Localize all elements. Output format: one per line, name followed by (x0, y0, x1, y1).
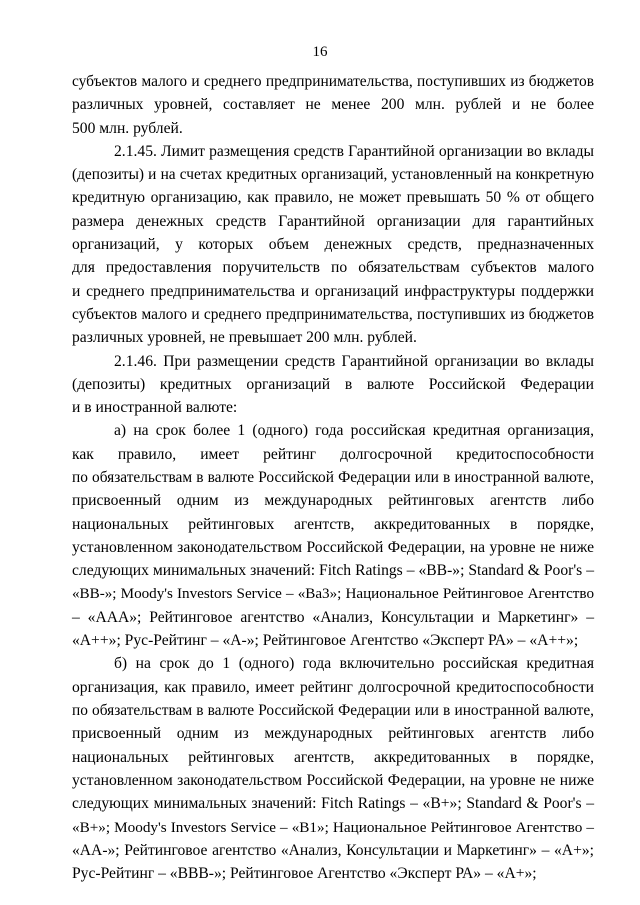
text-line: «A++»; Рус-Рейтинг – «A-»; Рейтинговое Агентство «Эксперт РА» – «A++»; (72, 632, 579, 650)
text-line: следующих минимальных значений: Fitch Ratings – «B+»; Standard & Poor's – (72, 795, 594, 813)
text-line: и среднего предпринимательства и организаций инфраструктуры поддержки (72, 282, 594, 300)
text-line: кредитную организацию, как правило, не может превышать 50 % от общего (72, 189, 594, 207)
text-line: национальных рейтинговых агентств, аккредитованных в порядке, (72, 515, 594, 533)
text-line: размера денежных средств Гарантийной организации для гарантийных (72, 212, 594, 230)
text-line: организаций, у которых объем денежных средств, предназначенных (72, 236, 594, 254)
text-line: как правило, имеет рейтинг долгосрочной кредитоспособности (72, 445, 594, 463)
text-line: (депозиты) кредитных организаций в валюте Российской Федерации (72, 375, 594, 393)
text-line: и в иностранной валюте: (72, 399, 238, 417)
document-body (72, 70, 594, 885)
text-line: 2.1.46. При размещении средств Гарантийной организации во вклады (114, 352, 594, 370)
text-line: следующих минимальных значений: Fitch Ratings – «BB-»; Standard & Poor's – (72, 562, 594, 580)
page-number: 16 (312, 44, 328, 60)
text-line: б) на срок до 1 (одного) года включительно российская кредитная (114, 655, 594, 673)
text-line: 2.1.45. Лимит размещения средств Гарантийной организации во вклады (114, 142, 594, 160)
text-line: различных уровней, не превышает 200 млн. рублей. (72, 329, 417, 347)
text-line: «B+»; Moody's Investors Service – «B1»; Национальное Рейтинговое Агентство – (72, 818, 594, 836)
text-line: по обязательствам в валюте Российской Федерации или в иностранной валюте, (72, 702, 594, 720)
text-line: а) на срок более 1 (одного) года российская кредитная организация, (114, 422, 594, 440)
text-line: присвоенный одним из международных рейтинговых агентств либо (72, 492, 594, 510)
text-line: субъектов малого и среднего предпринимательства, поступивших из бюджетов (72, 73, 594, 90)
text-line: присвоенный одним из международных рейтинговых агентств либо (72, 725, 594, 743)
text-line: (депозиты) и на счетах кредитных организаций, установленный на конкретную (72, 166, 594, 184)
text-line: Рус-Рейтинг – «BBB-»; Рейтинговое Агентство «Эксперт РА» – «A+»; (72, 865, 537, 883)
text-line: для предоставления поручительств по обязательствам субъектов малого (72, 259, 594, 277)
text-line: – «AAA»; Рейтинговое агентство «Анализ, Консультации и Маркетинг» – (72, 608, 594, 626)
text-line: национальных рейтинговых агентств, аккредитованных в порядке, (72, 748, 594, 766)
text-line: «AA-»; Рейтинговое агентство «Анализ, Консультации и Маркетинг» – «A+»; (72, 841, 594, 859)
text-line: «BB-»; Moody's Investors Service – «Ba3»; Национальное Рейтинговое Агентство (72, 585, 594, 602)
text-line: установленном законодательством Российской Федерации, на уровне не ниже (72, 771, 594, 789)
text-line: различных уровней, составляет не менее 200 млн. рублей и не более (72, 96, 594, 114)
text-line: 500 млн. рублей. (72, 119, 183, 137)
text-line: установленном законодательством Российской Федерации, на уровне не ниже (72, 538, 594, 556)
text-line: организация, как правило, имеет рейтинг долгосрочной кредитоспособности (72, 678, 594, 696)
text-line: субъектов малого и среднего предпринимательства, поступивших из бюджетов (72, 305, 594, 323)
text-line: по обязательствам в валюте Российской Федерации или в иностранной валюте, (72, 469, 594, 487)
